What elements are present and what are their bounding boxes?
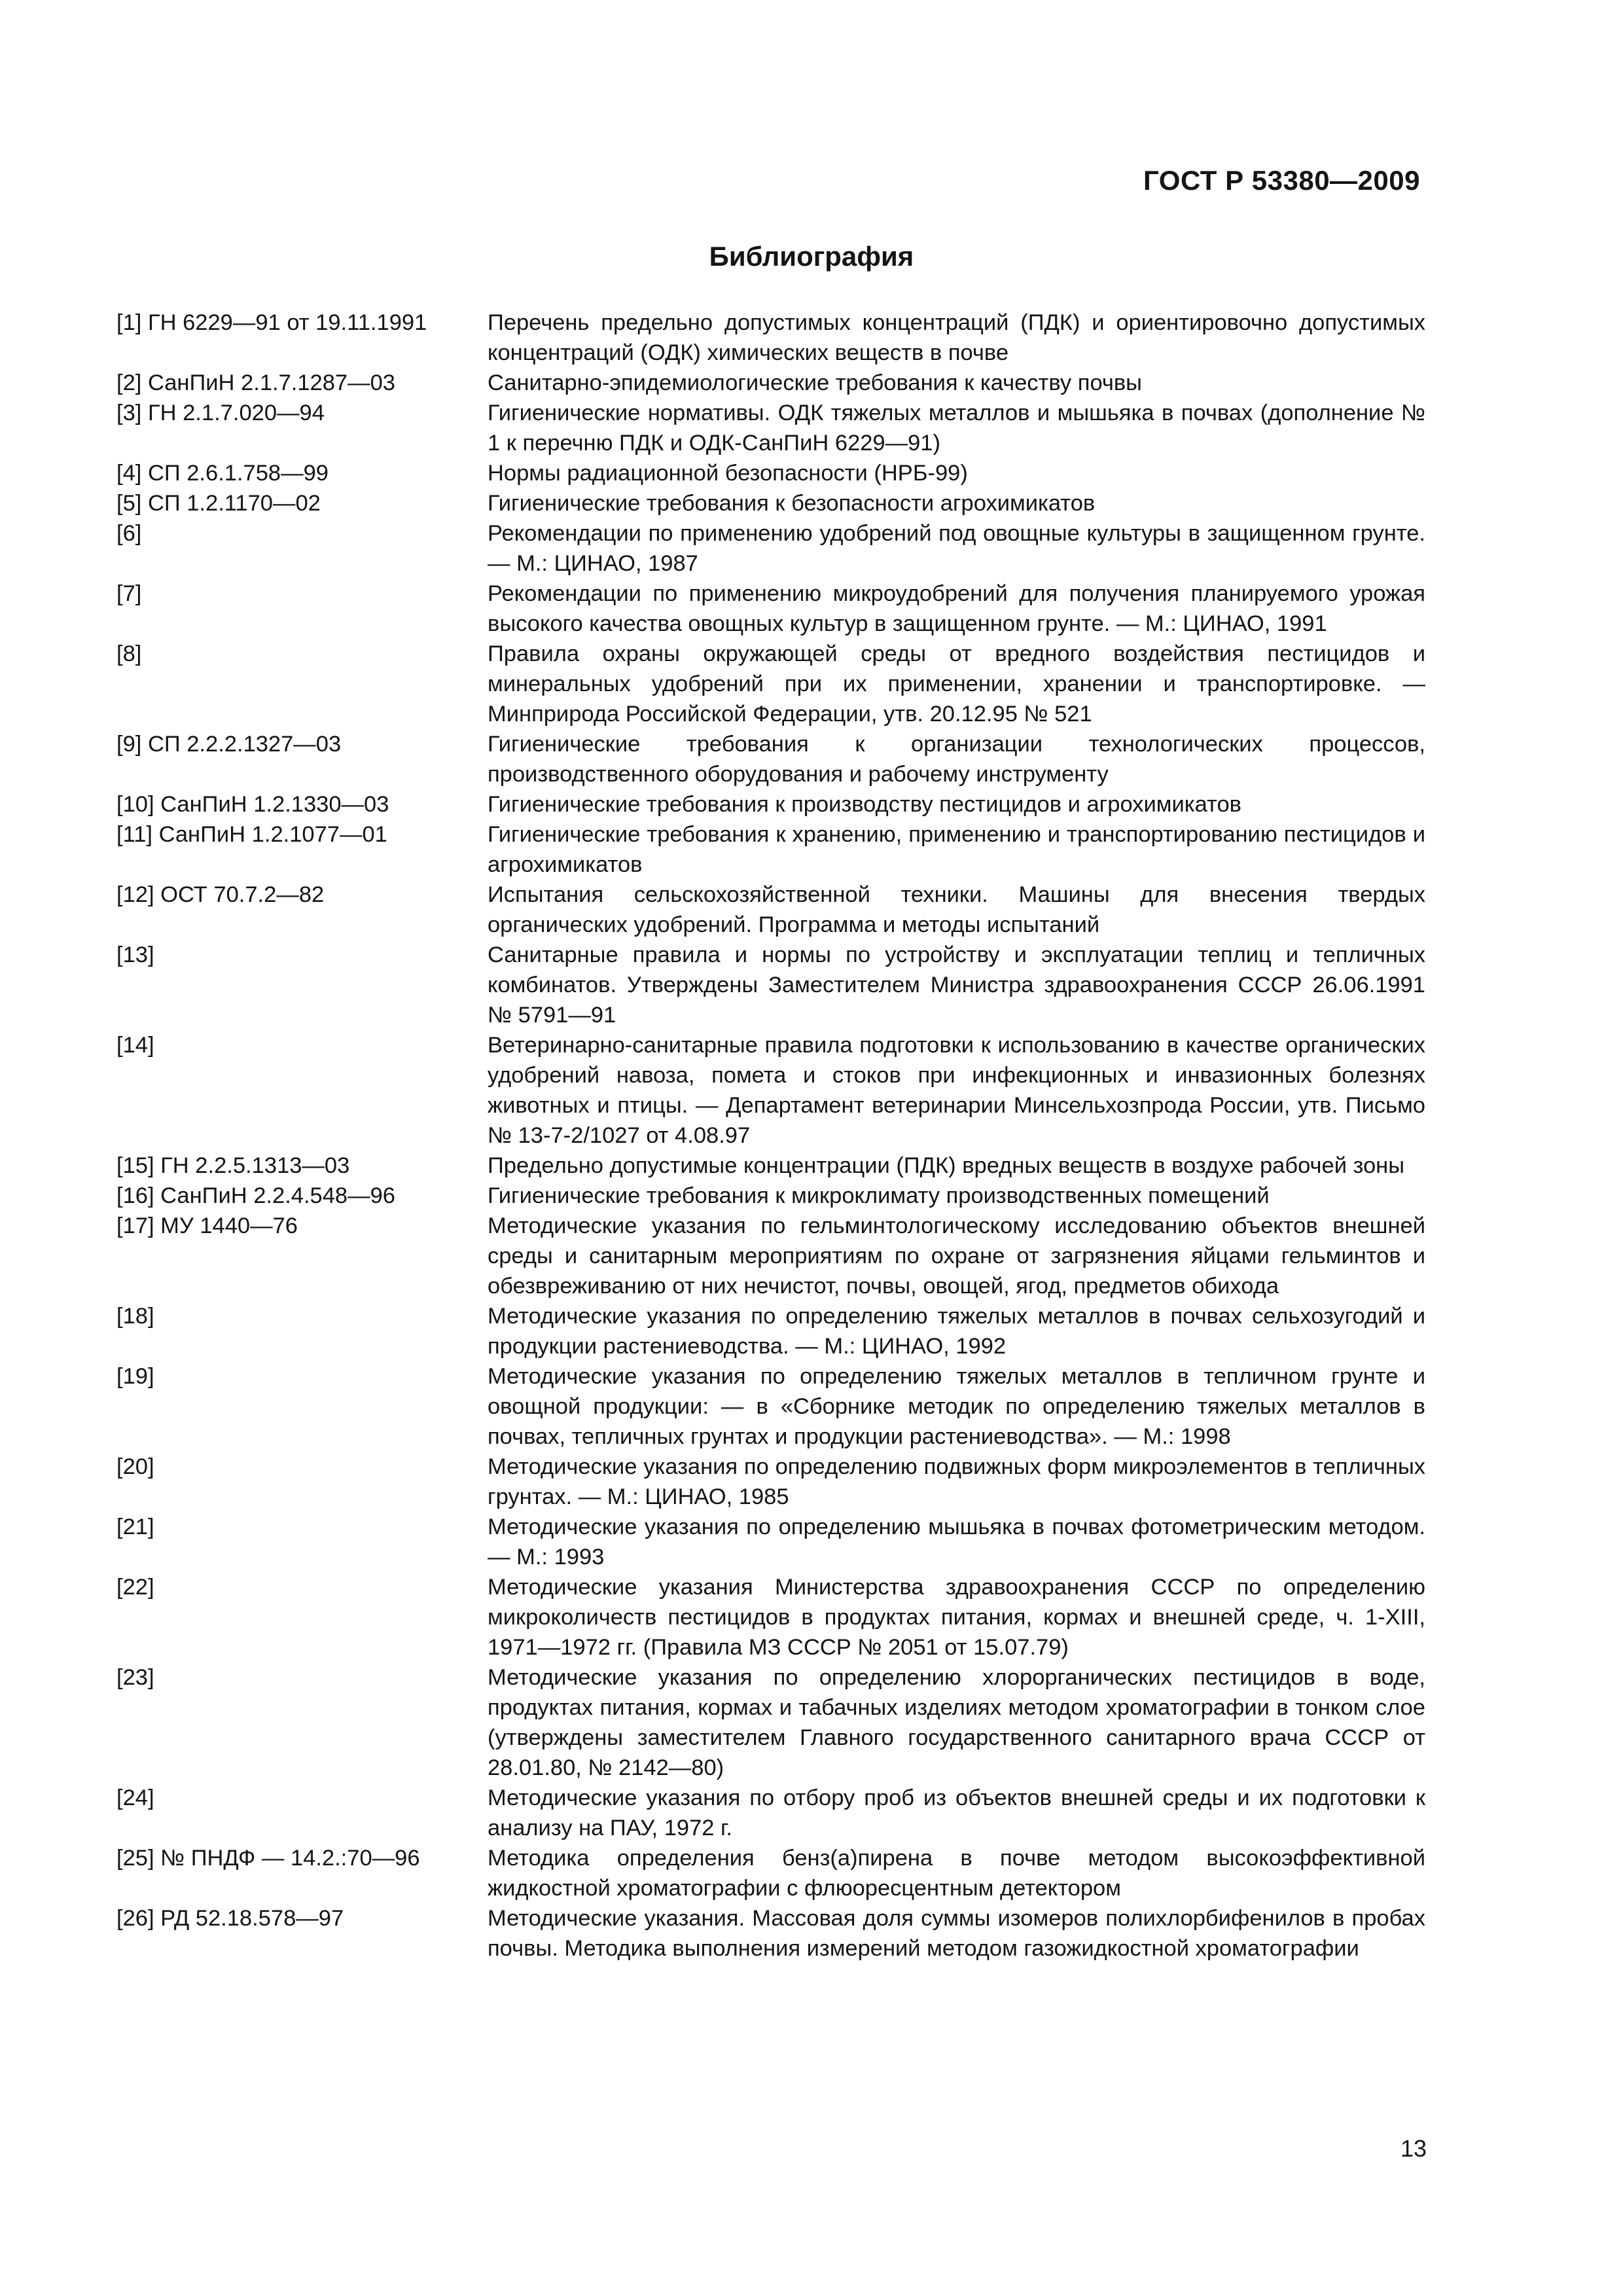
bibliography-entry: [116, 819, 1425, 880]
bibliography-entry: [116, 1452, 1425, 1512]
bibliography-entry: [116, 1181, 1425, 1211]
entry-reference: [1] ГН 6229—91 от 19.11.1991: [116, 310, 427, 335]
entry-description: Гигиенические нормативы. ОДК тяжелых металлов и мышьяка в почвах (дополнение № 1 к перечню ПДК и ОДК-СанПиН 6229—91): [488, 401, 1425, 456]
entry-description: Методические указания по определению подвижных форм микроэлементов в тепличных грунтах. — М.: ЦИНАО, 1985: [488, 1454, 1425, 1509]
bibliography-entry: [116, 368, 1425, 398]
entry-reference: [24]: [116, 1785, 154, 1810]
entry-description: Санитарные правила и нормы по устройству и эксплуатации теплиц и тепличных комбинатов. Утверждены Заместителем Министра здравоохранения СССР 26.06.1991 № 5791—91: [488, 942, 1425, 1028]
entry-reference: [19]: [116, 1364, 154, 1389]
entry-description: Гигиенические требования к организации технологических процессов, производственного оборудования и рабочему инструменту: [488, 732, 1425, 787]
entry-reference: [9] СП 2.2.2.1327—03: [116, 732, 342, 757]
entry-reference: [2] СанПиН 2.1.7.1287—03: [116, 370, 395, 395]
entry-description: Гигиенические требования к безопасности агрохимикатов: [488, 491, 1096, 516]
entry-description: Методические указания. Массовая доля суммы изомеров полихлорбифенилов в пробах почвы. Методика выполнения измерений методом газожидкостной хроматографии: [488, 1906, 1425, 1961]
entry-reference: [10] СанПиН 1.2.1330—03: [116, 792, 389, 817]
entry-description: Методические указания по определению хлорорганических пестицидов в воде, продуктах питания, кормах и табачных изделиях методом хроматографии в тонком слое (утверждены заместителем Главного государственного санитарного врача СССР от 28.01.80, № 2142—80): [488, 1665, 1425, 1780]
bibliography-entry: [116, 579, 1425, 639]
entry-reference: [21]: [116, 1515, 154, 1539]
entry-reference: [17] МУ 1440—76: [116, 1213, 298, 1238]
entry-reference: [6]: [116, 521, 142, 546]
bibliography-entry: [116, 458, 1425, 488]
bibliography-entry: [116, 1783, 1425, 1843]
entry-description: Испытания сельскохозяйственной техники. Машины для внесения твердых органических удобрений. Программа и методы испытаний: [488, 882, 1425, 937]
bibliography-entry: [116, 729, 1425, 789]
entry-description: Методические указания по гельминтологическому исследованию объектов внешней среды и санитарным мероприятиям по охране от загрязнения яйцами гельминтов и обезвреживанию от них нечистот, почвы, овощей, ягод, предметов обихода: [488, 1213, 1425, 1299]
entry-description: Гигиенические требования к микроклимату производственных помещений: [488, 1183, 1270, 1208]
entry-reference: [15] ГН 2.2.5.1313—03: [116, 1153, 350, 1178]
entry-description: Гигиенические требования к производству пестицидов и агрохимикатов: [488, 792, 1241, 817]
entry-reference: [4] СП 2.6.1.758—99: [116, 461, 329, 486]
entry-description: Методика определения бенз(а)пирена в почве методом высокоэффективной жидкостной хроматографии с флюоресцентным детектором: [488, 1846, 1425, 1901]
entry-reference: [25] № ПНДФ — 14.2.:70—96: [116, 1846, 420, 1871]
entry-description: Правила охраны окружающей среды от вредного воздействия пестицидов и минеральных удобрений при их применении, хранении и транспортировке. — Минприрода Российской Федерации, утв. 20.12.95 № 521: [488, 641, 1425, 726]
entry-description: Гигиенические требования к хранению, применению и транспортированию пестицидов и агрохимикатов: [488, 822, 1425, 877]
entry-description: Методические указания по отбору проб из объектов внешней среды и их подготовки к анализу на ПАУ, 1972 г.: [488, 1785, 1425, 1840]
entry-description: Рекомендации по применению удобрений под овощные культуры в защищенном грунте. — М.: ЦИНАО, 1987: [488, 521, 1425, 576]
entry-reference: [11] СанПиН 1.2.1077—01: [116, 822, 387, 847]
page-number: 13: [1400, 2135, 1427, 2162]
bibliography-entry: [116, 1512, 1425, 1572]
bibliography-entry: [116, 789, 1425, 819]
bibliography-entry: [116, 1572, 1425, 1662]
bibliography-entry: [116, 880, 1425, 940]
entry-description: Санитарно-эпидемиологические требования к качеству почвы: [488, 370, 1142, 395]
entry-reference: [14]: [116, 1033, 154, 1058]
bibliography-entry: [116, 308, 1425, 368]
entry-description: Ветеринарно-санитарные правила подготовки к использованию в качестве органических удобрений навоза, помета и стоков при инфекционных и инвазионных болезнях животных и птицы. — Департамент ветеринарии Минсельхозпрода России, утв. Письмо № 13-7-2/1027 от 4.08.97: [488, 1033, 1425, 1148]
entry-description: Методические указания Министерства здравоохранения СССР по определению микроколичеств пестицидов в продуктах питания, кормах и внешней среде, ч. 1-XIII, 1971—1972 гг. (Правила МЗ СССР № 2051 от 15.07.79): [488, 1575, 1425, 1660]
bibliography-entry: [116, 1211, 1425, 1301]
bibliography-entry: [116, 1843, 1425, 1903]
entry-description: Перечень предельно допустимых концентраций (ПДК) и ориентировочно допустимых концентраций (ОДК) химических веществ в почве: [488, 310, 1425, 365]
entry-reference: [16] СанПиН 2.2.4.548—96: [116, 1183, 395, 1208]
bibliography-entry: [116, 639, 1425, 729]
bibliography-entry: [116, 1903, 1425, 1964]
bibliography-entry: [116, 1301, 1425, 1361]
page-title: Библиография: [709, 241, 914, 272]
bibliography-entry: [116, 1151, 1425, 1181]
bibliography-entry: [116, 1662, 1425, 1783]
entry-reference: [8]: [116, 641, 142, 666]
entry-reference: [13]: [116, 942, 154, 967]
entry-reference: [7]: [116, 581, 142, 606]
bibliography-entry: [116, 940, 1425, 1030]
bibliography-list: [116, 308, 1425, 1964]
bibliography-entry: [116, 518, 1425, 579]
entry-reference: [5] СП 1.2.1170—02: [116, 491, 321, 516]
entry-reference: [20]: [116, 1454, 154, 1479]
bibliography-entry: [116, 398, 1425, 458]
entry-description: Методические указания по определению тяжелых металлов в почвах сельхозугодий и продукции растениеводства. — М.: ЦИНАО, 1992: [488, 1304, 1425, 1359]
bibliography-entry: [116, 1361, 1425, 1452]
entry-description: Методические указания по определению тяжелых металлов в тепличном грунте и овощной продукции: — в «Сборнике методик по определению тяжелых металлов в почвах, тепличных грунтах и продукции растениеводства». — М.: 1998: [488, 1364, 1425, 1449]
entry-description: Методические указания по определению мышьяка в почвах фотометрическим методом. — М.: 1993: [488, 1515, 1425, 1570]
bibliography-entry: [116, 488, 1425, 518]
entry-reference: [26] РД 52.18.578—97: [116, 1906, 344, 1931]
entry-reference: [22]: [116, 1575, 154, 1600]
bibliography-entry: [116, 1030, 1425, 1151]
entry-reference: [23]: [116, 1665, 154, 1690]
entry-reference: [12] ОСТ 70.7.2—82: [116, 882, 325, 907]
entry-reference: [18]: [116, 1304, 154, 1329]
entry-reference: [3] ГН 2.1.7.020—94: [116, 401, 325, 425]
document-id: ГОСТ Р 53380—2009: [1143, 165, 1420, 196]
entry-description: Предельно допустимые концентрации (ПДК) вредных веществ в воздухе рабочей зоны: [488, 1153, 1405, 1178]
entry-description: Рекомендации по применению микроудобрений для получения планируемого урожая высокого качества овощных культур в защищенном грунте. — М.: ЦИНАО, 1991: [488, 581, 1425, 636]
entry-description: Нормы радиационной безопасности (НРБ-99): [488, 461, 968, 486]
